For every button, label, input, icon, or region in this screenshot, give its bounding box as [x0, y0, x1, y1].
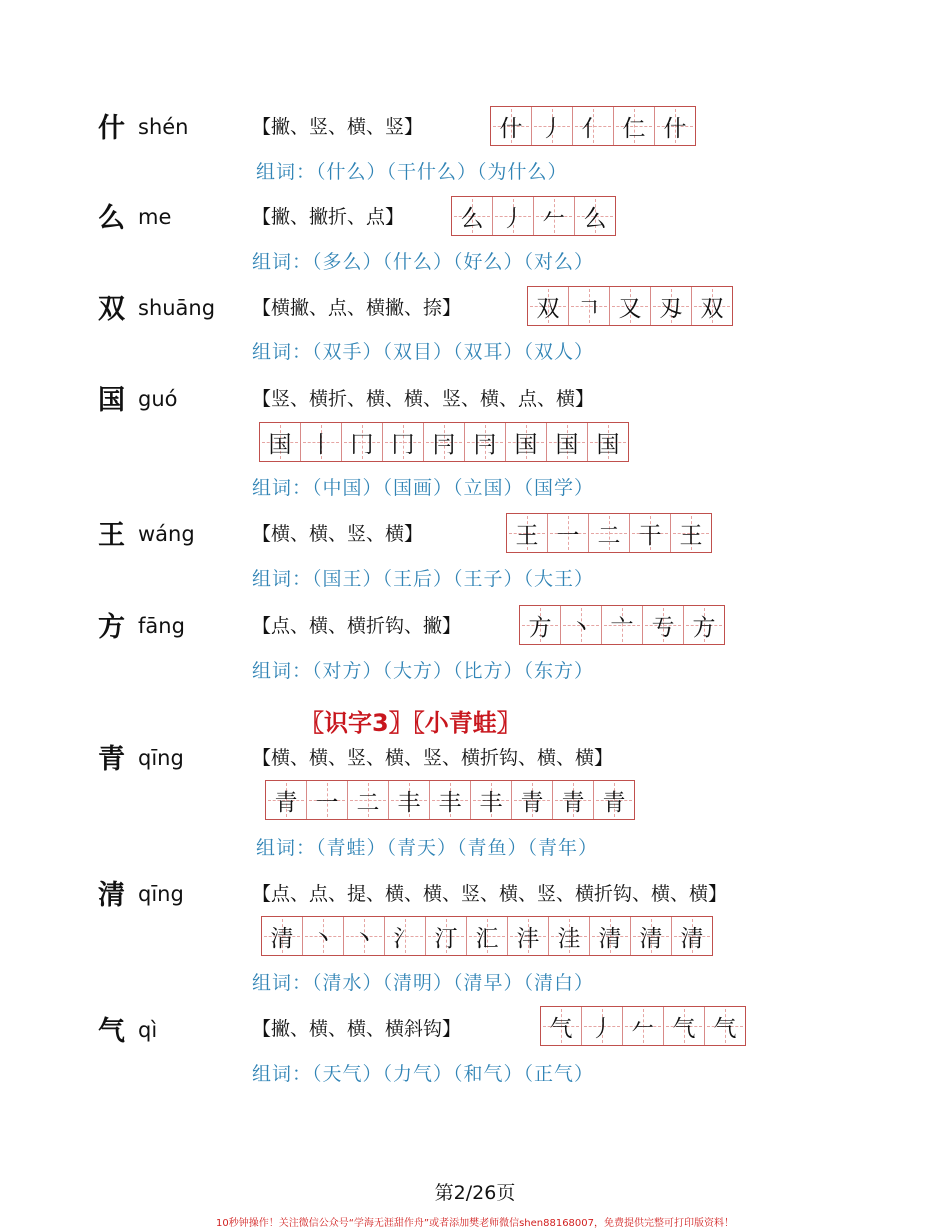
- entry-pinyin: fāng: [138, 614, 185, 638]
- stroke-cell: [534, 197, 575, 235]
- stroke-cell-char: 亐: [651, 614, 675, 641]
- entry-pinyin: shén: [138, 115, 189, 139]
- stroke-cell: [548, 514, 589, 552]
- stroke-cell: [594, 781, 634, 819]
- stroke-cell-char: 冃: [432, 431, 456, 458]
- stroke-cell: [588, 423, 628, 461]
- stroke-cell-char: 清: [639, 925, 663, 952]
- stroke-cell-char: 王: [515, 522, 539, 549]
- stroke-cell-char: 青: [561, 789, 585, 816]
- stroke-cell: [262, 917, 303, 955]
- entry-hanzi: 么: [98, 203, 125, 234]
- stroke-cell-char: 丶: [352, 925, 376, 952]
- stroke-cell: [493, 197, 534, 235]
- word-examples: 组词：（清水）（清明）（清早）（清白）: [252, 972, 595, 994]
- stroke-cell-char: 国: [514, 431, 538, 458]
- stroke-cell: [602, 606, 643, 644]
- stroke-cell: [547, 423, 588, 461]
- stroke-cell-char: 一: [556, 522, 580, 549]
- stroke-cell: [506, 423, 547, 461]
- stroke-cell-char: 丿: [590, 1015, 614, 1042]
- entry-pinyin: me: [138, 205, 172, 229]
- stroke-cell: [430, 781, 471, 819]
- stroke-cell-char: 亠: [610, 614, 634, 641]
- word-examples: 组词：（多么）（什么）（好么）（对么）: [252, 251, 595, 273]
- stroke-cell-char: 清: [270, 925, 294, 952]
- stroke-cell: [307, 781, 348, 819]
- stroke-cell-char: 𠂉: [542, 205, 566, 232]
- stroke-grid: [261, 916, 713, 956]
- stroke-cell: [664, 1007, 705, 1045]
- stroke-cell: [452, 197, 493, 235]
- stroke-cell-char: 国: [555, 431, 579, 458]
- stroke-grid: [259, 422, 629, 462]
- stroke-order: 【竖、横折、横、横、竖、横、点、横】: [252, 388, 595, 410]
- stroke-cell: [610, 287, 651, 325]
- stroke-cell: [344, 917, 385, 955]
- entry-pinyin: qì: [138, 1018, 158, 1042]
- stroke-cell-char: 什: [663, 115, 687, 142]
- stroke-cell: [467, 917, 508, 955]
- stroke-order: 【撇、竖、横、竖】: [252, 116, 424, 138]
- stroke-grid: [519, 605, 725, 645]
- stroke-grid: [506, 513, 712, 553]
- stroke-cell-char: 二: [597, 522, 621, 549]
- stroke-cell-char: 𠂉: [631, 1015, 655, 1042]
- stroke-cell: [573, 107, 614, 145]
- stroke-cell: [520, 606, 561, 644]
- stroke-cell: [684, 606, 724, 644]
- stroke-cell-char: 方: [692, 614, 716, 641]
- stroke-cell-char: 冂: [391, 431, 415, 458]
- stroke-cell: [508, 917, 549, 955]
- stroke-cell: [301, 423, 342, 461]
- stroke-cell: [512, 781, 553, 819]
- stroke-cell-char: 丶: [569, 614, 593, 641]
- stroke-cell: [655, 107, 695, 145]
- stroke-cell: [575, 197, 615, 235]
- word-examples: 组词：（对方）（大方）（比方）（东方）: [252, 660, 595, 682]
- entry-hanzi: 国: [98, 385, 125, 416]
- stroke-grid: [490, 106, 696, 146]
- stroke-cell: [630, 514, 671, 552]
- stroke-cell: [623, 1007, 664, 1045]
- stroke-cell: [491, 107, 532, 145]
- stroke-cell-char: 气: [672, 1015, 696, 1042]
- stroke-order: 【横、横、竖、横】: [252, 523, 424, 545]
- stroke-cell: [528, 287, 569, 325]
- entry-pinyin: shuāng: [138, 296, 216, 320]
- stroke-cell-char: 丰: [397, 789, 421, 816]
- stroke-cell-char: 汀: [434, 925, 458, 952]
- entry-pinyin: qīng: [138, 746, 184, 770]
- word-examples: 组词：（青蛙）（青天）（青鱼）（青年）: [256, 837, 599, 859]
- entry-hanzi: 方: [98, 612, 125, 643]
- stroke-cell-char: 汇: [475, 925, 499, 952]
- stroke-cell-char: 沣: [516, 925, 540, 952]
- entry-hanzi: 气: [98, 1016, 125, 1047]
- stroke-cell: [303, 917, 344, 955]
- stroke-cell-char: 丶: [311, 925, 335, 952]
- stroke-cell-char: 丰: [438, 789, 462, 816]
- stroke-cell-char: 清: [598, 925, 622, 952]
- stroke-grid: [451, 196, 616, 236]
- stroke-cell-char: 丿: [501, 205, 525, 232]
- stroke-cell-char: 国: [596, 431, 620, 458]
- stroke-cell-char: 国: [268, 431, 292, 458]
- stroke-cell: [553, 781, 594, 819]
- stroke-order: 【横、横、竖、横、竖、横折钩、横、横】: [252, 747, 614, 769]
- entry-pinyin: guó: [138, 387, 178, 411]
- stroke-cell: [426, 917, 467, 955]
- stroke-cell-char: 𠃍: [577, 295, 601, 322]
- stroke-cell: [672, 917, 712, 955]
- stroke-grid: [265, 780, 635, 820]
- stroke-grid: [527, 286, 733, 326]
- stroke-cell-char: 么: [460, 205, 484, 232]
- stroke-cell-char: 冃: [473, 431, 497, 458]
- stroke-cell: [671, 514, 711, 552]
- stroke-cell: [614, 107, 655, 145]
- stroke-cell-char: 又: [618, 295, 642, 322]
- stroke-cell-char: 青: [274, 789, 298, 816]
- stroke-cell-char: 么: [583, 205, 607, 232]
- footer-notice: 10秒钟操作！关注微信公众号“学海无涯甜作舟”或者添加樊老师微信shen88168007，免费提供完整可打印版资料！: [215, 1218, 735, 1229]
- entry-pinyin: qīng: [138, 882, 184, 906]
- stroke-cell-char: 气: [713, 1015, 737, 1042]
- stroke-cell-char: 丿: [540, 115, 564, 142]
- stroke-order: 【横撇、点、横撇、捺】: [252, 297, 462, 319]
- stroke-order: 【撇、横、横、横斜钩】: [252, 1018, 462, 1040]
- stroke-cell: [348, 781, 389, 819]
- stroke-cell-char: 二: [356, 789, 380, 816]
- stroke-cell: [383, 423, 424, 461]
- stroke-cell: [471, 781, 512, 819]
- section-title: 〖识字3〗〖小青蛙〗: [300, 709, 521, 737]
- stroke-cell: [532, 107, 573, 145]
- stroke-cell: [549, 917, 590, 955]
- stroke-cell-char: 氵: [393, 925, 417, 952]
- stroke-cell: [266, 781, 307, 819]
- stroke-cell: [631, 917, 672, 955]
- stroke-cell-char: 青: [602, 789, 626, 816]
- stroke-cell-char: 清: [680, 925, 704, 952]
- word-examples: 组词：（什么）（干什么）（为什么）: [256, 161, 568, 183]
- stroke-cell-char: 亻: [581, 115, 605, 142]
- page-number: 第2/26页: [434, 1182, 516, 1204]
- stroke-grid: [540, 1006, 746, 1046]
- stroke-cell: [260, 423, 301, 461]
- entry-hanzi: 清: [98, 880, 125, 911]
- stroke-cell: [692, 287, 732, 325]
- stroke-cell: [561, 606, 602, 644]
- stroke-cell-char: 王: [679, 522, 703, 549]
- stroke-cell: [342, 423, 383, 461]
- stroke-cell-char: 双: [536, 295, 560, 322]
- stroke-cell: [651, 287, 692, 325]
- entry-pinyin: wáng: [138, 522, 195, 546]
- stroke-cell-char: 冂: [350, 431, 374, 458]
- entry-hanzi: 王: [98, 520, 125, 551]
- entry-hanzi: 双: [98, 294, 125, 325]
- stroke-order: 【点、横、横折钩、撇】: [252, 615, 462, 637]
- stroke-cell: [541, 1007, 582, 1045]
- stroke-cell: [385, 917, 426, 955]
- stroke-cell-char: 气: [549, 1015, 573, 1042]
- stroke-cell: [589, 514, 630, 552]
- stroke-order: 【点、点、提、横、横、竖、横、竖、横折钩、横、横】: [252, 883, 728, 905]
- stroke-cell-char: 什: [499, 115, 523, 142]
- stroke-cell-char: 刄: [659, 295, 683, 322]
- stroke-cell: [705, 1007, 745, 1045]
- stroke-cell: [643, 606, 684, 644]
- stroke-cell-char: 方: [528, 614, 552, 641]
- stroke-cell-char: 青: [520, 789, 544, 816]
- word-examples: 组词：（双手）（双目）（双耳）（双人）: [252, 341, 595, 363]
- entry-hanzi: 什: [98, 113, 125, 144]
- stroke-cell-char: 一: [315, 789, 339, 816]
- word-examples: 组词：（国王）（王后）（王子）（大王）: [252, 568, 595, 590]
- stroke-cell: [389, 781, 430, 819]
- stroke-cell: [424, 423, 465, 461]
- stroke-cell-char: 丰: [479, 789, 503, 816]
- stroke-cell-char: 洼: [557, 925, 581, 952]
- word-examples: 组词：（中国）（国画）（立国）（国学）: [252, 477, 595, 499]
- word-examples: 组词：（天气）（力气）（和气）（正气）: [252, 1063, 595, 1085]
- stroke-cell: [582, 1007, 623, 1045]
- stroke-cell-char: 仁: [622, 115, 646, 142]
- stroke-cell: [590, 917, 631, 955]
- stroke-order: 【撇、撇折、点】: [252, 206, 405, 228]
- stroke-cell: [569, 287, 610, 325]
- stroke-cell-char: 双: [700, 295, 724, 322]
- stroke-cell-char: 丨: [309, 431, 333, 458]
- stroke-cell: [507, 514, 548, 552]
- stroke-cell-char: 干: [638, 522, 662, 549]
- stroke-cell: [465, 423, 506, 461]
- entry-hanzi: 青: [98, 744, 125, 775]
